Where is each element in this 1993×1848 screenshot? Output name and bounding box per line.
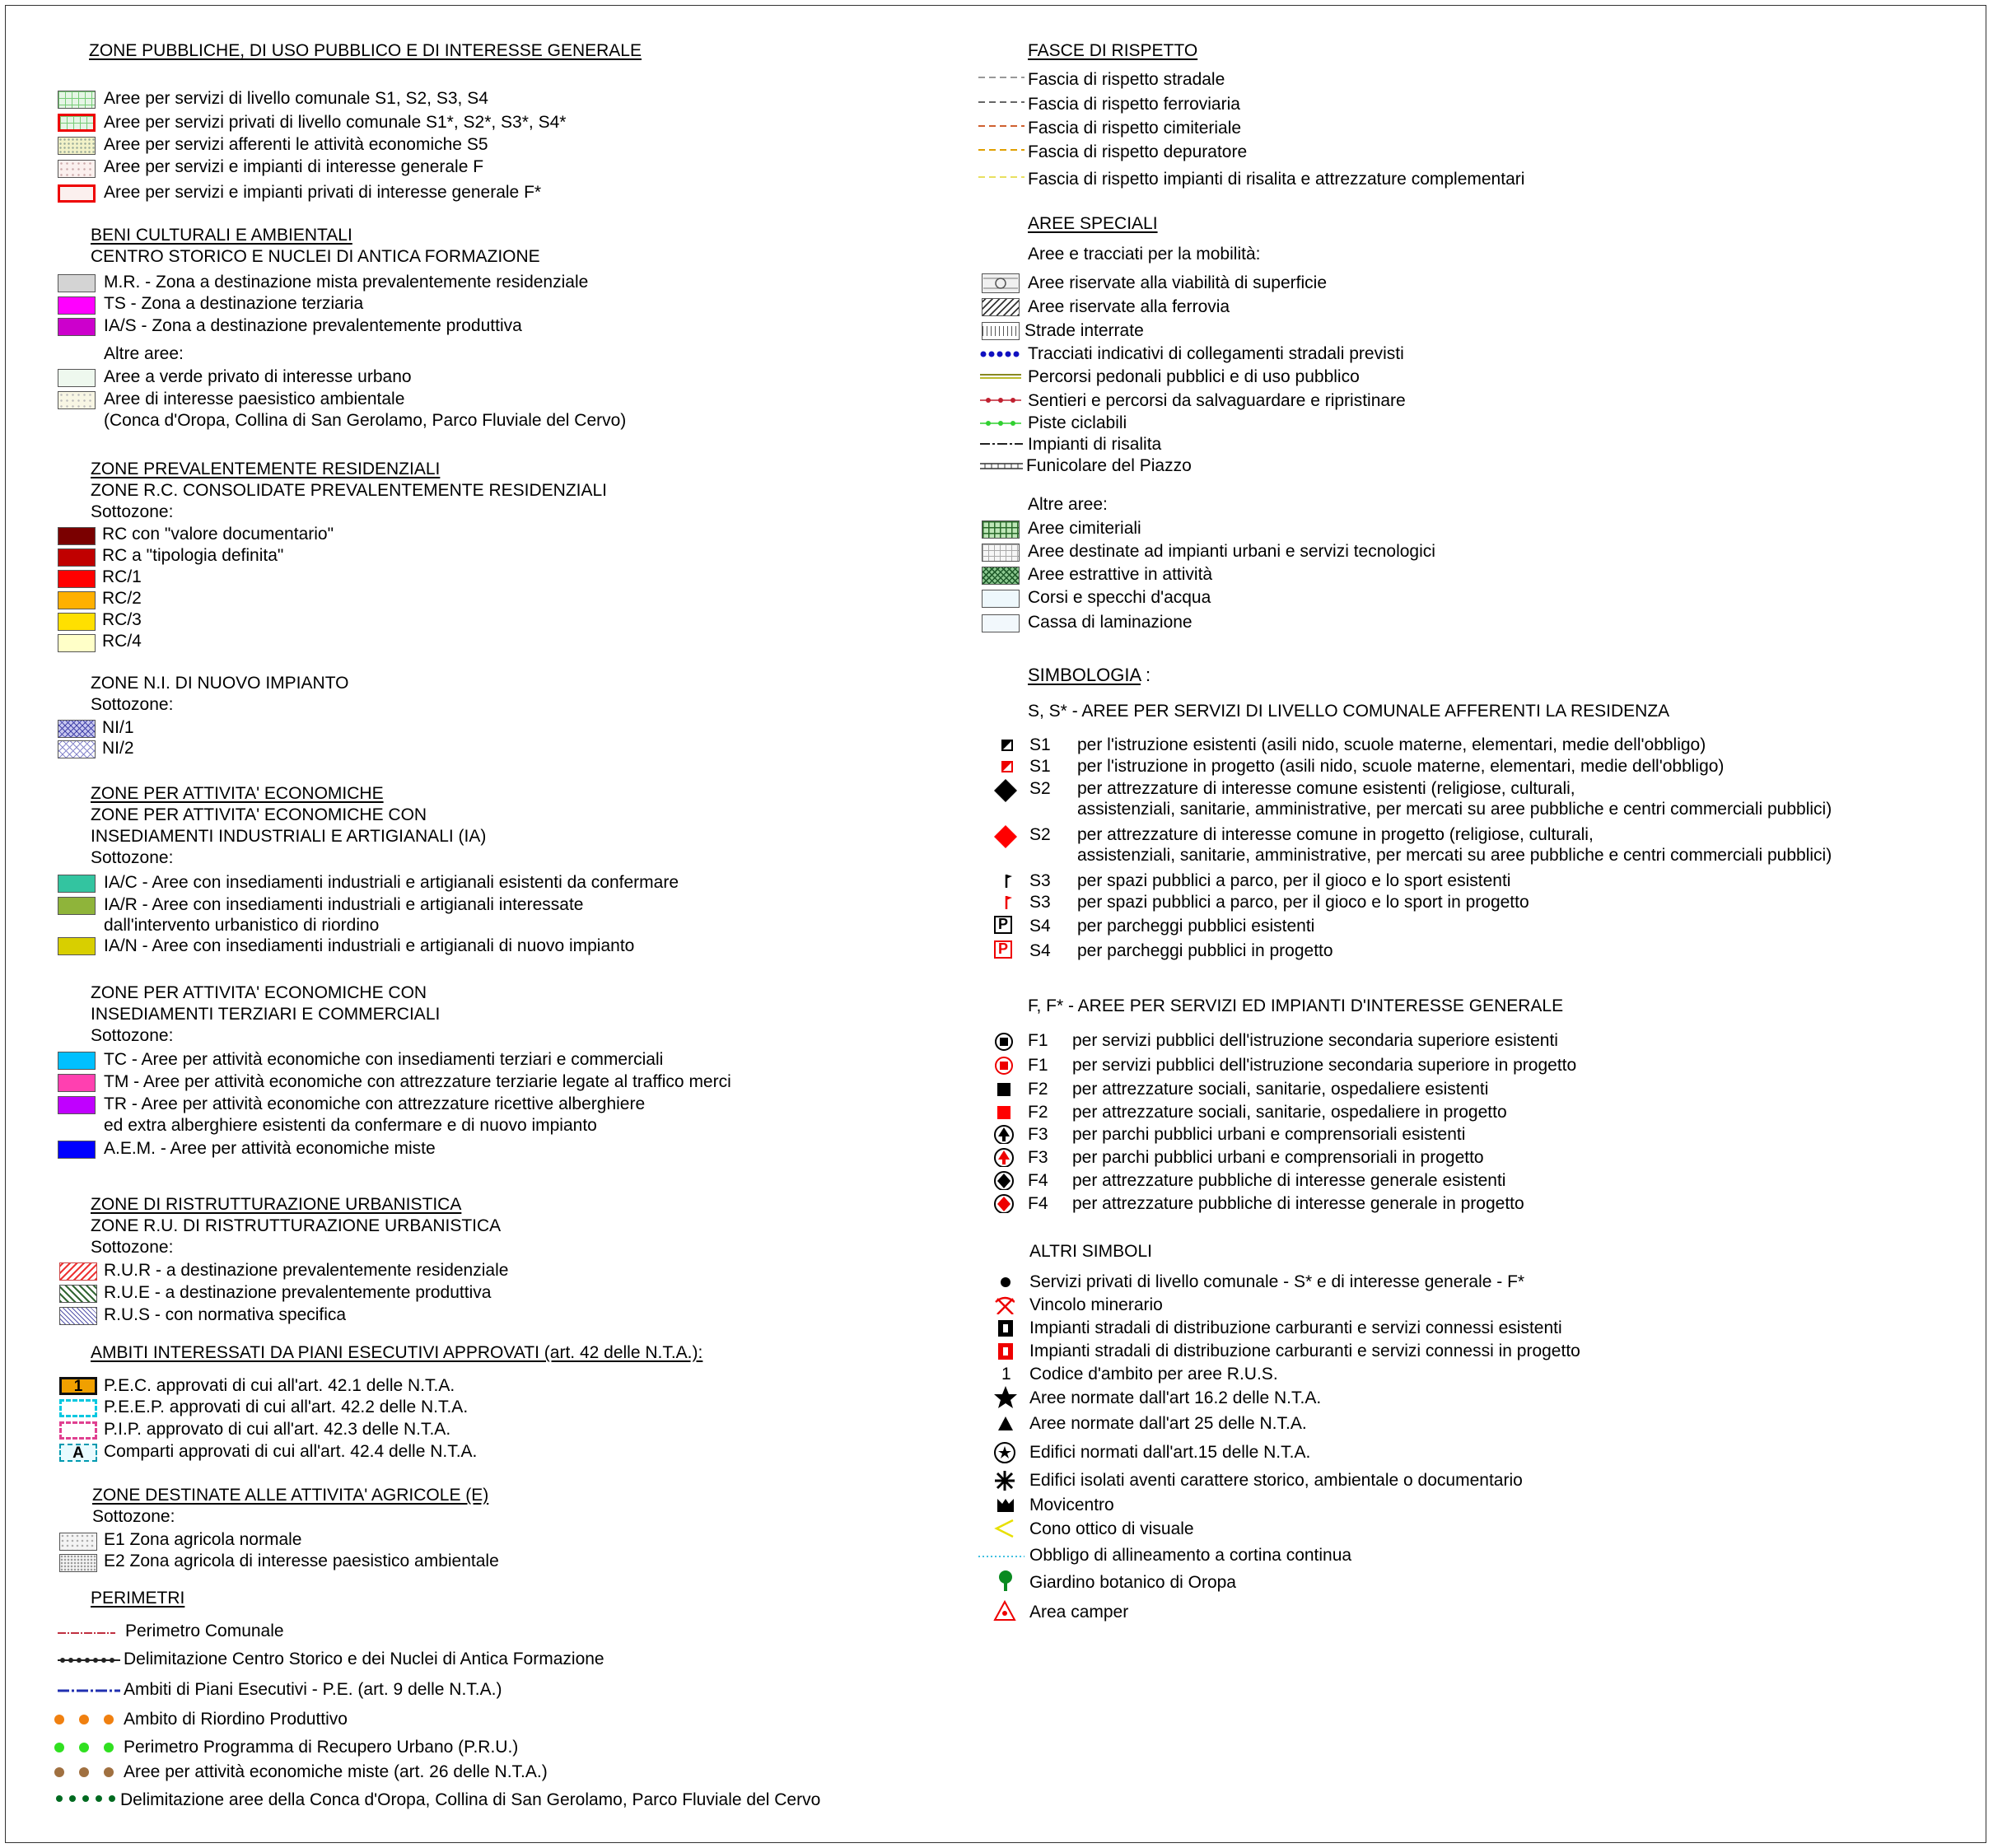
ter-sottozone: Sottozone: [91, 1026, 174, 1045]
ia-item-4: IA/N - Aree con insediamenti industriali e artigianali di nuovo impianto [104, 936, 635, 955]
mob-item-8: Impianti di risalita [1028, 435, 1162, 454]
swatch-servizi-comunali [58, 91, 96, 109]
ter-sub1: ZONE PER ATTIVITA' ECONOMICHE CON [91, 983, 427, 1002]
ni-title: ZONE N.I. DI NUOVO IMPIANTO [91, 674, 349, 693]
mob-item-3: Strade interrate [1025, 321, 1144, 340]
swatch-rus [59, 1307, 97, 1325]
swatch-ni1 [58, 720, 96, 738]
asterisk-icon [993, 1469, 1016, 1492]
s-text-5: per attrezzature di interesse comune in progetto (religiose, culturali, [1077, 825, 1594, 844]
pru-dots [51, 1739, 120, 1756]
s1-existing-icon [996, 736, 1018, 756]
f-code-1: F1 [1028, 1031, 1048, 1050]
perimetro-comunale-line [58, 1626, 115, 1639]
ia-item-3: dall'intervento urbanistico di riordino [104, 916, 380, 935]
s-text-8: per spazi pubblici a parco, per il gioco e lo sport in progetto [1077, 893, 1529, 912]
ia-item-1: IA/C - Aree con insediamenti industriali e artigianali esistenti da confermare [104, 873, 679, 892]
s-code-6: S3 [1029, 893, 1051, 912]
amb-item-4: Comparti approvati di cui all'art. 42.4 delle N.T.A. [104, 1442, 478, 1461]
allineamento-line [978, 1554, 1025, 1559]
att-title: ZONE PER ATTIVITA' ECONOMICHE [91, 784, 384, 803]
impianti-risalita-line [980, 440, 1023, 448]
swatch-servizi-f [58, 160, 96, 178]
f3-progetto-tree-icon [993, 1147, 1015, 1167]
s-title: S, S* - AREE PER SERVIZI DI LIVELLO COMUNALE AFFERENTI LA RESIDENZA [1028, 702, 1670, 721]
fascia-risalita-line [978, 174, 1025, 180]
amb-title: AMBITI INTERESSATI DA PIANI ESECUTIVI APPROVATI (art. 42 delle N.T.A.): [91, 1343, 703, 1362]
s-text-3: per attrezzature di interesse comune esistenti (religiose, culturali, [1077, 779, 1575, 798]
alt-item-12: Obbligo di allineamento a cortina continua [1029, 1546, 1352, 1565]
circled-star-icon [993, 1441, 1016, 1464]
right-altre-item-3: Aree estrattive in attività [1028, 565, 1213, 584]
fasce-item-3: Fascia di rispetto cimiteriale [1028, 119, 1242, 138]
swatch-aem [58, 1141, 96, 1159]
servizi-privati-dot-icon [995, 1273, 1016, 1293]
giardino-botanico-tree-icon [995, 1570, 1016, 1593]
ru-item-3: R.U.S - con normativa specifica [104, 1305, 347, 1324]
piani-esecutivi-line [58, 1684, 120, 1697]
mob-title: Aree e tracciati per la mobilità: [1028, 245, 1261, 264]
rc-item-5: RC/3 [102, 610, 142, 629]
s4-progetto-parking-icon: P [994, 940, 1012, 959]
s-text-10: per parcheggi pubblici in progetto [1077, 941, 1333, 960]
aem-dots [51, 1764, 120, 1780]
altre-aree-label: Altre aree: [104, 344, 184, 363]
s3-progetto-flag-icon [996, 893, 1018, 912]
s-code-8: S4 [1029, 941, 1051, 960]
ter-item-5: A.E.M. - Aree per attività economiche miste [104, 1139, 436, 1158]
f3-existing-tree-icon [993, 1124, 1015, 1144]
viabilita-superficie-swatch [982, 273, 1020, 293]
swatch-ts [58, 296, 96, 315]
right-altre-item-2: Aree destinate ad impianti urbani e servizi tecnologici [1028, 542, 1435, 561]
ru-item-1: R.U.R - a destinazione prevalentemente residenziale [104, 1261, 509, 1280]
agr-item-1: E1 Zona agricola normale [104, 1530, 302, 1549]
alt-item-5: Codice d'ambito per aree R.U.S. [1029, 1365, 1278, 1384]
ni-sottozone: Sottozone: [91, 695, 174, 714]
pub-item-1: Aree per servizi di livello comunale S1, S2, S3, S4 [104, 89, 488, 108]
swatch-servizi-f-privati [58, 184, 96, 203]
f1-progetto-icon [993, 1055, 1015, 1075]
mob-item-1: Aree riservate alla viabilità di superficie [1028, 273, 1327, 292]
s-text-1: per l'istruzione esistenti (asili nido, scuole materne, elementari, medie dell'obbligo) [1077, 735, 1706, 754]
movicentro-icon [995, 1496, 1016, 1515]
mob-item-5: Percorsi pedonali pubblici e di uso pubblico [1028, 367, 1360, 386]
per-item-5: Perimetro Programma di Recupero Urbano (P.R.U.) [124, 1738, 519, 1757]
alt-item-14: Area camper [1029, 1603, 1129, 1622]
swatch-tm [58, 1074, 96, 1092]
ferrovia-swatch [982, 298, 1020, 316]
ru-item-2: R.U.E - a destinazione prevalentemente produttiva [104, 1283, 492, 1302]
att-sub2: INSEDIAMENTI INDUSTRIALI E ARTIGIANALI (IA) [91, 827, 487, 846]
s-code-5: S3 [1029, 871, 1051, 890]
rc-item-3: RC/1 [102, 567, 142, 586]
per-item-4: Ambito di Riordino Produttivo [124, 1710, 348, 1729]
centro-item-mr: M.R. - Zona a destinazione mista prevalentemente residenziale [104, 273, 589, 292]
s-text-7: per spazi pubblici a parco, per il gioco e lo sport esistenti [1077, 871, 1511, 890]
s-text-9: per parcheggi pubblici esistenti [1077, 917, 1315, 936]
f-code-8: F4 [1028, 1194, 1048, 1213]
ni-item-2: NI/2 [102, 739, 134, 758]
f-code-3: F2 [1028, 1080, 1048, 1099]
pub-item-5: Aree per servizi e impianti privati di interesse generale F* [104, 183, 542, 202]
per-item-3: Ambiti di Piani Esecutivi - P.E. (art. 9 delle N.T.A.) [124, 1680, 502, 1699]
mob-item-4: Tracciati indicativi di collegamenti stradali previsti [1028, 344, 1404, 363]
s-code-7: S4 [1029, 917, 1051, 936]
s-text-4: assistenziali, sanitarie, amministrative, per mercati su aree pubbliche e centri commerciali pubblici) [1077, 800, 1832, 819]
carburanti-existing-icon [995, 1318, 1016, 1338]
swatch-tr [58, 1096, 96, 1114]
rc-item-1: RC con "valore documentario" [102, 525, 334, 544]
ia-item-2: IA/R - Aree con insediamenti industriali e artigianali interessate [104, 895, 584, 914]
att-sottozone: Sottozone: [91, 848, 174, 867]
swatch-verde-privato [58, 369, 96, 387]
funicolare-line [980, 462, 1023, 470]
f-code-2: F1 [1028, 1056, 1048, 1075]
collegamenti-previsti-dots [980, 349, 1021, 359]
fasce-item-5: Fascia di rispetto impianti di risalita e attrezzature complementari [1028, 170, 1525, 189]
fasce-title: FASCE DI RISPETTO [1028, 41, 1198, 60]
mob-item-2: Aree riservate alla ferrovia [1028, 297, 1230, 316]
pub-item-2: Aree per servizi privati di livello comunale S1*, S2*, S3*, S4* [104, 113, 567, 132]
centro-title: CENTRO STORICO E NUCLEI DI ANTICA FORMAZIONE [91, 247, 540, 266]
vincolo-minerario-icon [993, 1295, 1015, 1314]
f2-existing-icon [993, 1079, 1015, 1099]
alt-item-11: Cono ottico di visuale [1029, 1519, 1194, 1538]
rc-sottozone: Sottozone: [91, 502, 174, 521]
swatch-iar [58, 897, 96, 915]
piste-ciclabili-line [980, 418, 1021, 428]
swatch-rc3 [58, 613, 96, 631]
swatch-iac [58, 875, 96, 893]
swatch-rc4 [58, 634, 96, 652]
fascia-cimiteriale-line [978, 123, 1025, 129]
alt-item-3: Impianti stradali di distribuzione carburanti e servizi connessi esistenti [1029, 1318, 1562, 1337]
impianti-urbani-swatch [982, 544, 1020, 562]
f-title: F, F* - AREE PER SERVIZI ED IMPIANTI D'INTERESSE GENERALE [1028, 996, 1564, 1015]
fasce-item-4: Fascia di rispetto depuratore [1028, 142, 1248, 161]
altre-item-3: (Conca d'Oropa, Collina di San Gerolamo, Parco Fluviale del Cervo) [104, 411, 627, 430]
star-icon [993, 1385, 1018, 1410]
amb-item-2: P.E.E.P. approvati di cui all'art. 42.2 delle N.T.A. [104, 1398, 469, 1416]
fasce-item-2: Fascia di rispetto ferroviaria [1028, 95, 1240, 114]
spec-title: AREE SPECIALI [1028, 214, 1158, 233]
alt-item-10: Movicentro [1029, 1496, 1114, 1514]
badge-pec: 1 [59, 1377, 97, 1395]
per-title: PERIMETRI [91, 1589, 185, 1608]
simb-colon: : [1140, 665, 1151, 685]
swatch-rc-doc [58, 527, 96, 545]
simb-title: SIMBOLOGIA [1028, 665, 1141, 685]
triangle-icon [995, 1414, 1016, 1434]
s2-progetto-icon [992, 824, 1019, 850]
strade-interrate-swatch [982, 322, 1020, 340]
ter-item-2: TM - Aree per attività economiche con attrezzature terziarie legate al traffico merci [104, 1072, 731, 1091]
centro-item-ias: IA/S - Zona a destinazione prevalentemente produttiva [104, 316, 522, 335]
fascia-stradale-line [978, 74, 1025, 81]
centro-storico-line [58, 1654, 120, 1667]
right-altre-item-5: Cassa di laminazione [1028, 613, 1193, 632]
swatch-e1 [59, 1533, 97, 1551]
cimiteriali-swatch [982, 520, 1020, 539]
f1-existing-icon [993, 1031, 1015, 1051]
amb-item-3: P.I.P. approvato di cui all'art. 42.3 delle N.T.A. [104, 1420, 451, 1439]
centro-item-ts: TS - Zona a destinazione terziaria [104, 294, 364, 313]
swatch-ian [58, 937, 96, 955]
ru-title: ZONE R.U. DI RISTRUTTURAZIONE URBANISTICA [91, 1216, 502, 1235]
s4-existing-parking-icon: P [994, 916, 1012, 934]
pub-item-4: Aree per servizi e impianti di interesse generale F [104, 157, 484, 176]
att-sub1: ZONE PER ATTIVITA' ECONOMICHE CON [91, 805, 427, 824]
f-text-2: per servizi pubblici dell'istruzione secondaria superiore in progetto [1072, 1056, 1577, 1075]
ter-item-4: ed extra alberghiere esistenti da confermare e di nuovo impianto [104, 1116, 597, 1135]
alt-item-9: Edifici isolati aventi carattere storico, ambientale o documentario [1029, 1471, 1523, 1490]
swatch-mr [58, 274, 96, 292]
rc-item-4: RC/2 [102, 589, 142, 608]
rc-item-6: RC/4 [102, 632, 142, 651]
estrattive-swatch [982, 567, 1020, 585]
mob-item-7: Piste ciclabili [1028, 413, 1127, 432]
alt-item-2: Vincolo minerario [1029, 1295, 1163, 1314]
s-code-2: S1 [1029, 757, 1051, 776]
agr-item-2: E2 Zona agricola di interesse paesistico ambientale [104, 1552, 499, 1570]
f4-existing-icon [993, 1170, 1015, 1190]
altre-item-1: Aree a verde privato di interesse urbano [104, 367, 412, 386]
ter-item-3: TR - Aree per attività economiche con attrezzature ricettive alberghiere [104, 1094, 646, 1113]
altre-item-2: Aree di interesse paesistico ambientale [104, 390, 405, 408]
laminazione-swatch [982, 614, 1020, 632]
acqua-swatch [982, 590, 1020, 608]
per-item-6: Aree per attività economiche miste (art. 26 delle N.T.A.) [124, 1762, 548, 1781]
swatch-servizi-privati [58, 114, 96, 132]
f-text-1: per servizi pubblici dell'istruzione secondaria superiore esistenti [1072, 1031, 1558, 1050]
pub-item-3: Aree per servizi afferenti le attività economiche S5 [104, 135, 488, 154]
right-altre-aree-label: Altre aree: [1028, 495, 1108, 514]
alt-code-1: 1 [1001, 1365, 1011, 1384]
fasce-item-1: Fascia di rispetto stradale [1028, 70, 1225, 89]
s2-existing-icon [992, 777, 1019, 804]
f-text-4: per attrezzature sociali, sanitarie, ospedaliere in progetto [1072, 1103, 1507, 1122]
mob-item-9: Funicolare del Piazzo [1026, 456, 1192, 475]
alt-item-7: Aree normate dall'art 25 delle N.T.A. [1029, 1414, 1307, 1433]
alt-item-4: Impianti stradali di distribuzione carburanti e servizi connessi in progetto [1029, 1342, 1580, 1360]
fascia-ferroviaria-line [978, 99, 1025, 105]
alt-item-1: Servizi privati di livello comunale - S* e di interesse generale - F* [1029, 1272, 1525, 1291]
rc-title: ZONE R.C. CONSOLIDATE PREVALENTEMENTE RESIDENZIALI [91, 481, 607, 500]
right-altre-item-4: Corsi e specchi d'acqua [1028, 588, 1211, 607]
s-code-3: S2 [1029, 779, 1051, 798]
s-code-4: S2 [1029, 825, 1051, 844]
rc-item-2: RC a "tipologia definita" [102, 546, 284, 565]
s-text-2: per l'istruzione in progetto (asili nido, scuole materne, elementari, medie dell'obbligo) [1077, 757, 1725, 776]
per-item-1: Perimetro Comunale [125, 1622, 284, 1640]
s-text-6: assistenziali, sanitarie, amministrative, per mercati su aree pubbliche e centri commerciali pubblici) [1077, 846, 1832, 865]
sentieri-line [980, 395, 1021, 405]
per-item-7: Delimitazione aree della Conca d'Oropa, Collina di San Gerolamo, Parco Fluviale del Cervo [120, 1790, 821, 1809]
f-code-6: F3 [1028, 1148, 1048, 1167]
f4-progetto-icon [993, 1193, 1015, 1213]
swatch-servizi-s5 [58, 137, 96, 155]
badge-comparti: A [59, 1444, 97, 1462]
f-code-5: F3 [1028, 1125, 1048, 1144]
f-text-5: per parchi pubblici urbani e comprensoriali esistenti [1072, 1125, 1466, 1144]
swatch-rur [59, 1262, 97, 1281]
f-text-8: per attrezzature pubbliche di interesse generale in progetto [1072, 1194, 1524, 1213]
cono-ottico-icon [993, 1518, 1015, 1538]
right-altre-item-1: Aree cimiteriali [1028, 519, 1141, 538]
swatch-rc2 [58, 591, 96, 609]
s3-existing-flag-icon [996, 871, 1018, 891]
swatch-rc1 [58, 570, 96, 588]
pub-title: ZONE PUBBLICHE, DI USO PUBBLICO E DI INTERESSE GENERALE [89, 41, 642, 60]
simb-heading [1028, 665, 1151, 685]
swatch-rc-tip [58, 548, 96, 567]
s1-progetto-icon [996, 758, 1018, 777]
f-text-7: per attrezzature pubbliche di interesse generale esistenti [1072, 1171, 1506, 1190]
mob-item-6: Sentieri e percorsi da salvaguardare e ripristinare [1028, 391, 1406, 410]
alt-item-8: Edifici normati dall'art.15 delle N.T.A. [1029, 1443, 1311, 1462]
swatch-tc [58, 1052, 96, 1070]
conca-dots [54, 1792, 120, 1805]
res-title: ZONE PREVALENTEMENTE RESIDENZIALI [91, 460, 441, 478]
percorsi-pedonali-line [980, 372, 1021, 380]
carburanti-progetto-icon [995, 1342, 1016, 1361]
s-code-1: S1 [1029, 735, 1051, 754]
swatch-rue [59, 1285, 97, 1303]
f-code-7: F4 [1028, 1171, 1048, 1190]
f2-progetto-icon [993, 1102, 1015, 1122]
badge-pip [59, 1421, 97, 1440]
ni-item-1: NI/1 [102, 718, 134, 737]
f-text-3: per attrezzature sociali, sanitarie, ospedaliere esistenti [1072, 1080, 1489, 1099]
swatch-e2 [59, 1554, 97, 1572]
f-code-4: F2 [1028, 1103, 1048, 1122]
ter-sub2: INSEDIAMENTI TERZIARI E COMMERCIALI [91, 1005, 441, 1024]
badge-peep [59, 1399, 97, 1417]
fascia-depuratore-line [978, 147, 1025, 153]
swatch-paesistico [58, 391, 96, 409]
beni-title: BENI CULTURALI E AMBIENTALI [91, 226, 352, 245]
area-camper-icon [993, 1599, 1016, 1622]
ter-item-1: TC - Aree per attività economiche con insediamenti terziari e commerciali [104, 1050, 664, 1069]
amb-item-1: P.E.C. approvati di cui all'art. 42.1 delle N.T.A. [104, 1376, 455, 1395]
swatch-ni2 [58, 740, 96, 758]
ru-sottozone: Sottozone: [91, 1238, 174, 1257]
agr-title: ZONE DESTINATE ALLE ATTIVITA' AGRICOLE (E) [92, 1486, 489, 1505]
riordino-dots [51, 1711, 120, 1728]
per-item-2: Delimitazione Centro Storico e dei Nuclei di Antica Formazione [124, 1650, 604, 1668]
alt-title: ALTRI SIMBOLI [1029, 1242, 1152, 1261]
swatch-ias [58, 318, 96, 336]
f-text-6: per parchi pubblici urbani e comprensoriali in progetto [1072, 1148, 1484, 1167]
agr-sottozone: Sottozone: [92, 1507, 175, 1526]
alt-item-13: Giardino botanico di Oropa [1029, 1573, 1236, 1592]
alt-item-6: Aree normate dall'art 16.2 delle N.T.A. [1029, 1388, 1322, 1407]
rist-title: ZONE DI RISTRUTTURAZIONE URBANISTICA [91, 1195, 462, 1214]
